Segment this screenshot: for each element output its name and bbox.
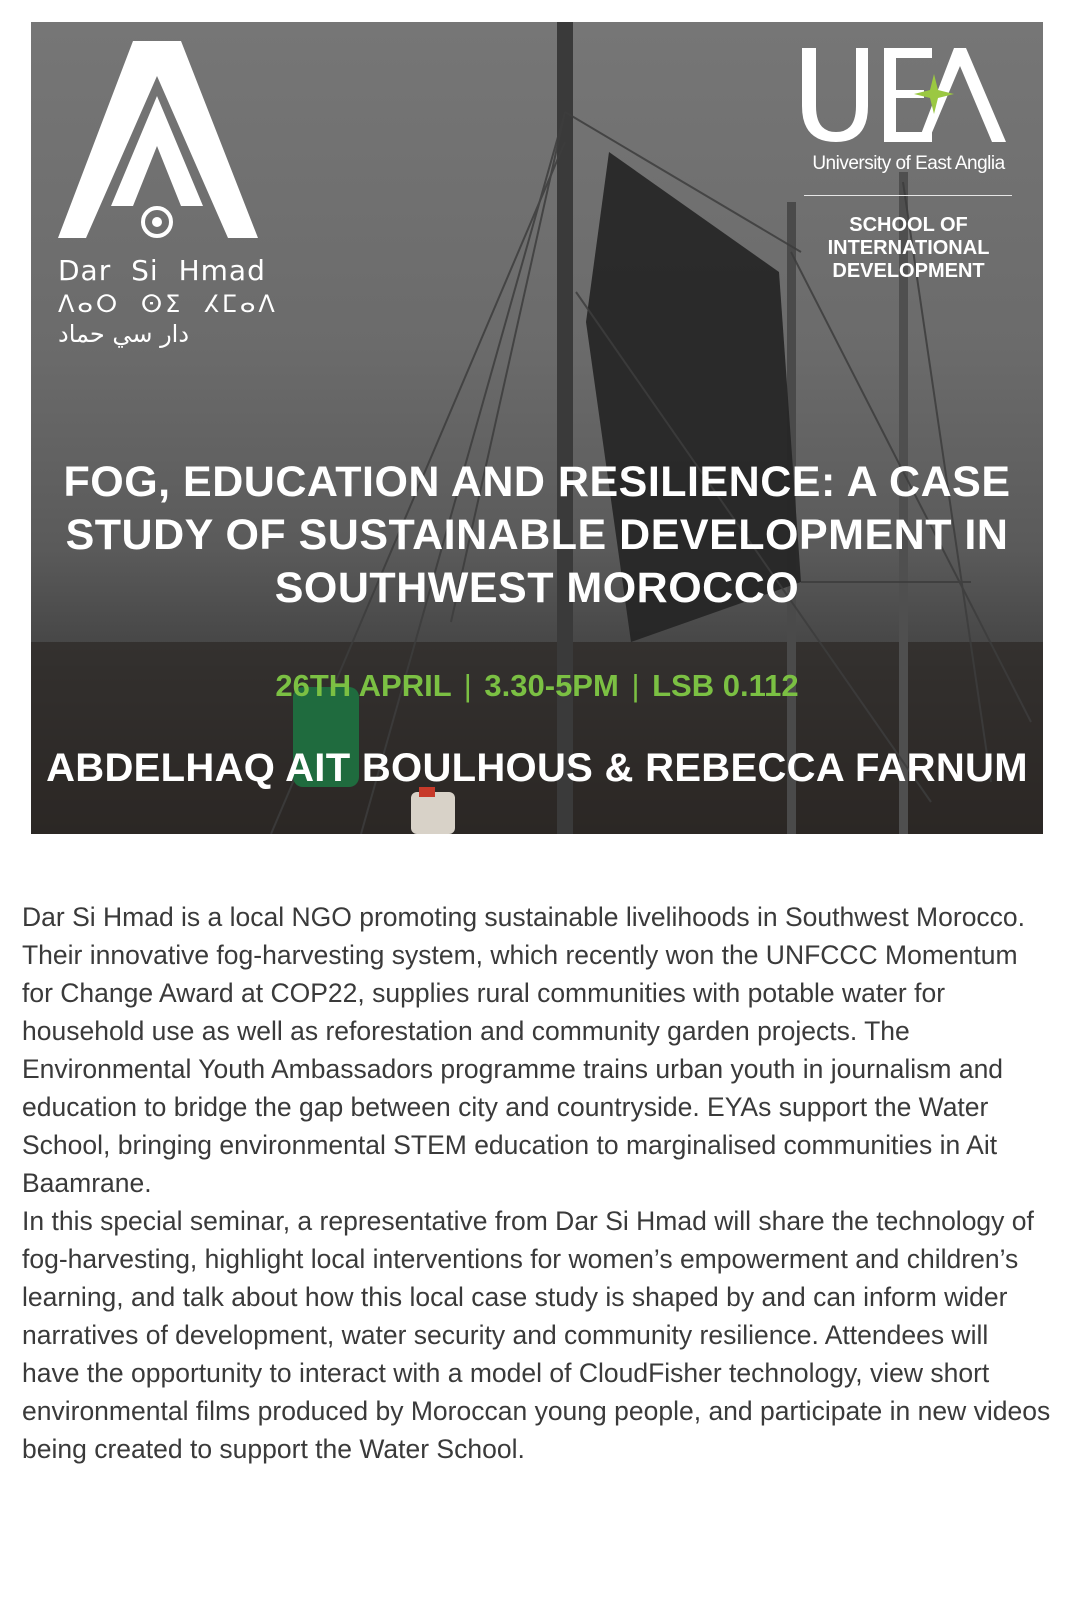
event-speakers: ABDELHAQ AIT BOULHOUS & REBECCA FARNUM [46,746,1028,790]
event-description [22,898,1052,1468]
event-date: 26TH APRIL [275,668,452,703]
event-time: 3.30-5PM [484,668,619,703]
meta-separator: | [631,668,640,703]
uea-school-name: SCHOOL OF INTERNATIONAL DEVELOPMENT [827,214,990,282]
dar-si-hmad-name: Dar Si Hmad [58,254,266,287]
description-paragraph: In this special seminar, a representative from Dar Si Hmad will share the technology of fog-harvesting, highlight local interventions for women’s empowerment and children’s learning, and talk about how this local case study is shaped by and can inform wider narratives of development, water security and community resilience. Attendees will have the opportunity to interact with a model of CloudFisher technology, view short environmental films produced by Moroccan young people, and participate in new videos being created to support the Water School. [22,1206,1051,1464]
event-title: FOG, EDUCATION AND RESILIENCE: A CASE STUDY OF SUSTAINABLE DEVELOPMENT IN SOUTHWEST MOROCCO [63,458,1011,612]
description-paragraph: Dar Si Hmad is a local NGO promoting sustainable livelihoods in Southwest Morocco. Their innovative fog-harvesting system, which recently won the UNFCCC Momentum for Change Award at COP22, supplies rural communities with potable water for household use as well as reforestation and community garden projects. The Environmental Youth Ambassadors programme trains urban youth in journalism and education to bridge the gap between city and countryside. EYAs support the Water School, bringing environmental STEM education to marginalised communities in Ait Baamrane. [22,902,1026,1198]
event-location: LSB 0.112 [652,668,799,703]
uea-logo [794,44,1014,144]
event-banner [31,22,1043,834]
meta-separator: | [463,668,472,703]
dar-si-hmad-tifinagh: ⴷⴰⵔ ⵙⵉ ⵃⵎⴰⴷ [58,290,278,318]
dar-si-hmad-arabic: دار سي حماد [58,320,190,348]
uea-university-name: University of East Anglia [812,153,1005,174]
event-details [31,668,1043,704]
uea-divider [804,195,1012,196]
